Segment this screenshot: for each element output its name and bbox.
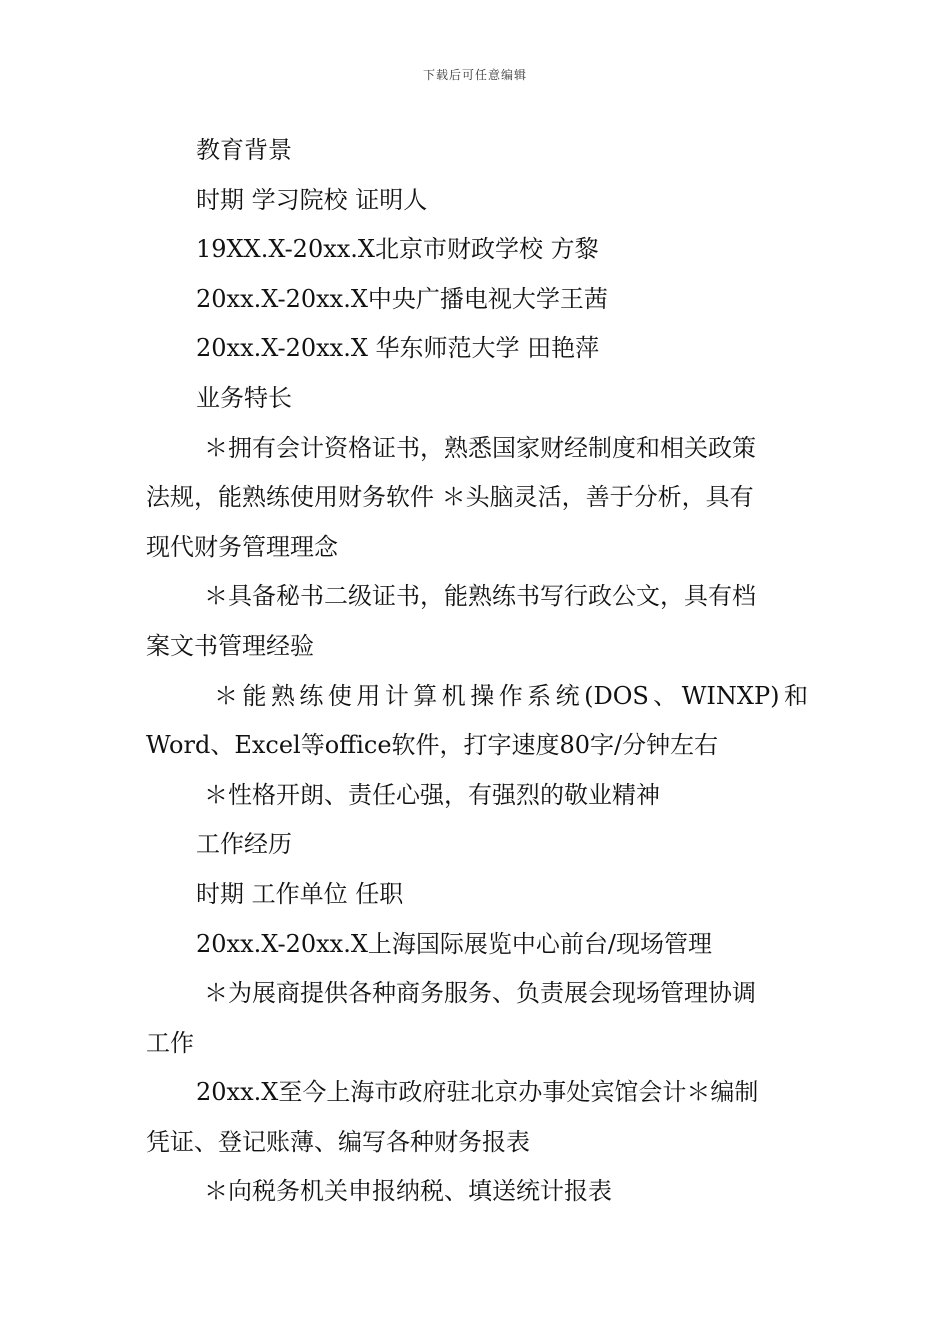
education-row: 20xx.X-20xx.X 华东师范大学 田艳萍 — [196, 334, 600, 363]
work-entry-line: 工作 — [146, 1028, 194, 1057]
education-heading: 教育背景 — [196, 136, 292, 164]
char: 统 — [555, 681, 580, 710]
char: 作 — [498, 681, 523, 710]
skill-item-justified-line — [146, 672, 808, 722]
skill-item-line: ＊拥有会计资格证书，熟悉国家财经制度和相关政策 — [204, 433, 756, 462]
skill-item-line: 案文书管理经验 — [146, 631, 314, 660]
work-entry-line: 20xx.X至今上海市政府驻北京办事处宾馆会计＊编制 — [196, 1078, 759, 1107]
skill-item-line: ＊具备秘书二级证书，能熟练书写行政公文，具有档 — [204, 582, 756, 611]
char: 用 — [356, 681, 381, 710]
education-row: 20xx.X-20xx.X中央广播电视大学王茜 — [196, 284, 608, 313]
char: 熟 — [270, 681, 295, 710]
char: 、 — [653, 681, 678, 710]
skills-heading: 业务特长 — [196, 383, 292, 412]
justified-text — [146, 672, 808, 722]
skill-item-line: ＊性格开朗、责任心强，有强烈的敬业精神 — [204, 780, 660, 809]
work-entry-line: ＊为展商提供各种商务服务、负责展会现场管理协调 — [204, 979, 756, 1008]
work-columns: 时期 工作单位 任职 — [196, 879, 404, 908]
work-entry-line: 凭证、登记账薄、编写各种财务报表 — [146, 1127, 530, 1156]
char: 能 — [242, 681, 267, 710]
char: (DOS — [584, 681, 649, 710]
education-row: 19XX.X-20xx.X北京市财政学校 方黎 — [196, 235, 599, 264]
char: 操 — [470, 681, 495, 710]
char: ＊ — [214, 681, 238, 710]
resume-body — [146, 126, 808, 1217]
work-heading: 工作经历 — [196, 830, 292, 859]
skill-item-line: Word、Excel等office软件，打字速度80字/分钟左右 — [146, 731, 719, 760]
char: 算 — [413, 681, 438, 710]
skill-item-line: 法规，能熟练使用财务软件 ＊头脑灵活，善于分析，具有 — [146, 483, 754, 512]
char: 计 — [384, 681, 409, 710]
header-note: 下载后可任意编辑 — [422, 68, 527, 82]
char: WINXP) — [681, 681, 780, 710]
education-columns: 时期 学习院校 证明人 — [196, 185, 428, 214]
char: 机 — [441, 681, 466, 710]
char: 系 — [527, 681, 552, 710]
work-entry: 20xx.X-20xx.X上海国际展览中心前台/现场管理 — [196, 929, 712, 958]
work-entry-line: ＊向税务机关申报纳税、填送统计报表 — [204, 1177, 612, 1206]
char: 使 — [327, 681, 352, 710]
char: 练 — [299, 681, 324, 710]
skill-item-line: 现代财务管理理念 — [146, 532, 338, 561]
char: 和 — [783, 681, 808, 710]
